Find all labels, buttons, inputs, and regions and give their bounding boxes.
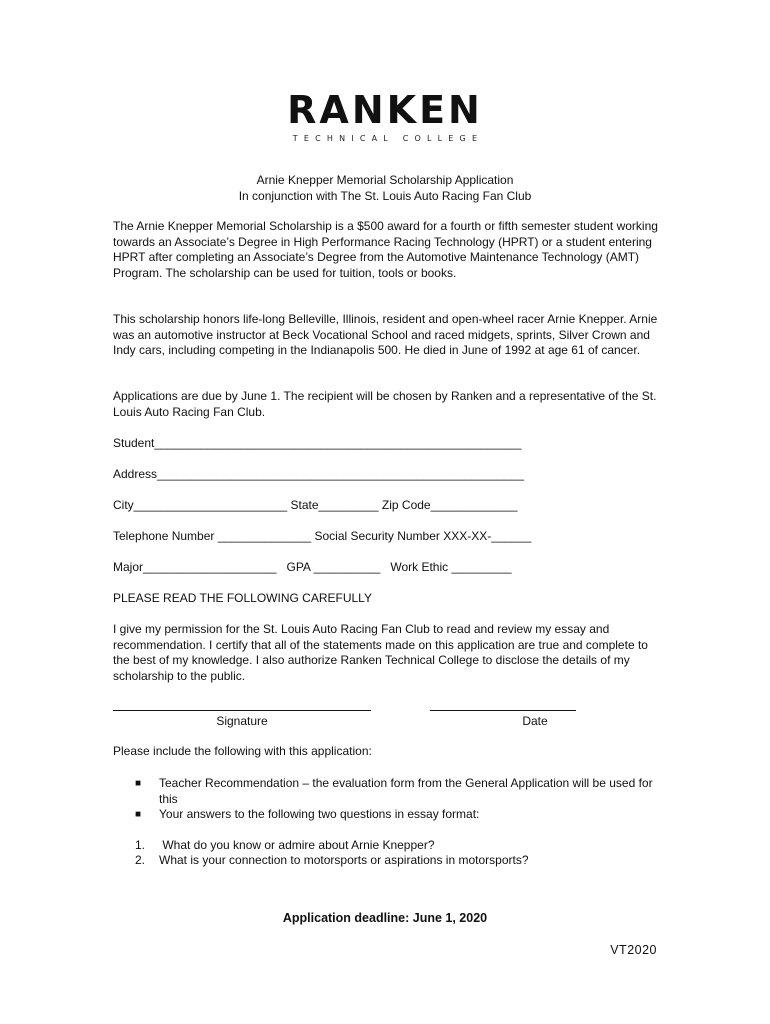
- intro-paragraph-3: Applications are due by June 1. The recipient will be chosen by Ranken and a representative of the St. Louis Auto Racing Fan Club.: [113, 389, 657, 419]
- logo-wordmark: RANKEN: [287, 88, 483, 132]
- question-number: 2.: [135, 853, 146, 867]
- logo-subtitle: TECHNICAL COLLEGE: [292, 134, 484, 143]
- form-code: VT2020: [610, 943, 657, 957]
- question-text: What is your connection to motorsports or aspirations in motorsports?: [159, 853, 529, 867]
- bullet-text: Teacher Recommendation – the evaluation form from the General Application will be used for this: [159, 776, 653, 806]
- list-item: [113, 776, 658, 807]
- list-item: [113, 838, 658, 854]
- form-title: Arnie Knepper Memorial Scholarship Application: [256, 173, 514, 187]
- question-number: 1.: [135, 838, 146, 852]
- date-label: Date: [522, 714, 548, 728]
- include-heading: Please include the following with this application:: [113, 744, 372, 758]
- application-deadline: Application deadline: June 1, 2020: [282, 911, 488, 925]
- date-line[interactable]: [430, 710, 576, 711]
- list-item: [113, 853, 658, 869]
- intro-paragraph-1: The Arnie Knepper Memorial Scholarship is a $500 award for a fourth or fifth semester student working towards an Associate’s Degree in High Performance Racing Technology (HPRT) or a student entering HPRT after completing an Associate’s Degree from the Automotive Maintenance Technology (AMT) Program. The scholarship can be used for tuition, tools or books.: [113, 219, 658, 280]
- address-field[interactable]: Address_______________________________________________________: [113, 467, 525, 481]
- notice-body: I give my permission for the St. Louis Auto Racing Fan Club to read and review my essay and recommendation. I certify that all of the statements made on this application are true and complete to the best of my knowledge. I also authorize Ranken Technical College to disclose the details of my scholarship to the public.: [113, 622, 648, 683]
- signature-label: Signature: [216, 714, 268, 728]
- question-text: What do you know or admire about Arnie Knepper?: [159, 838, 435, 852]
- bullet-icon: ■: [135, 778, 142, 789]
- student-field[interactable]: Student_______________________________________________________: [113, 436, 522, 450]
- signature-line[interactable]: [113, 710, 371, 711]
- intro-paragraph-2: This scholarship honors life-long Belleville, Illinois, resident and open-wheel racer Arnie Knepper. Arnie was an automotive instructor at Beck Vocational School and raced midgets, sprints, Silver Crown and Indy cars, including competing in the Indianapolis 500. He died in June of 1992 at age 61 of cancer.: [113, 312, 658, 357]
- phone-ssn-field[interactable]: Telephone Number ______________ Social Security Number XXX-XX-______: [113, 529, 532, 543]
- form-subtitle: In conjunction with The St. Louis Auto Racing Fan Club: [238, 188, 532, 203]
- bullet-icon: ■: [135, 809, 142, 820]
- form-title-block: [113, 173, 657, 204]
- list-item: [113, 807, 658, 823]
- ranken-logo: [262, 90, 508, 145]
- bullet-text: Your answers to the following two questions in essay format:: [159, 807, 480, 821]
- notice-heading: PLEASE READ THE FOLLOWING CAREFULLY: [113, 591, 372, 605]
- city-state-zip-field[interactable]: City_______________________ State_________ Zip Code_____________: [113, 498, 518, 512]
- major-gpa-workethic-field[interactable]: Major____________________ GPA __________ Work Ethic _________: [113, 560, 512, 574]
